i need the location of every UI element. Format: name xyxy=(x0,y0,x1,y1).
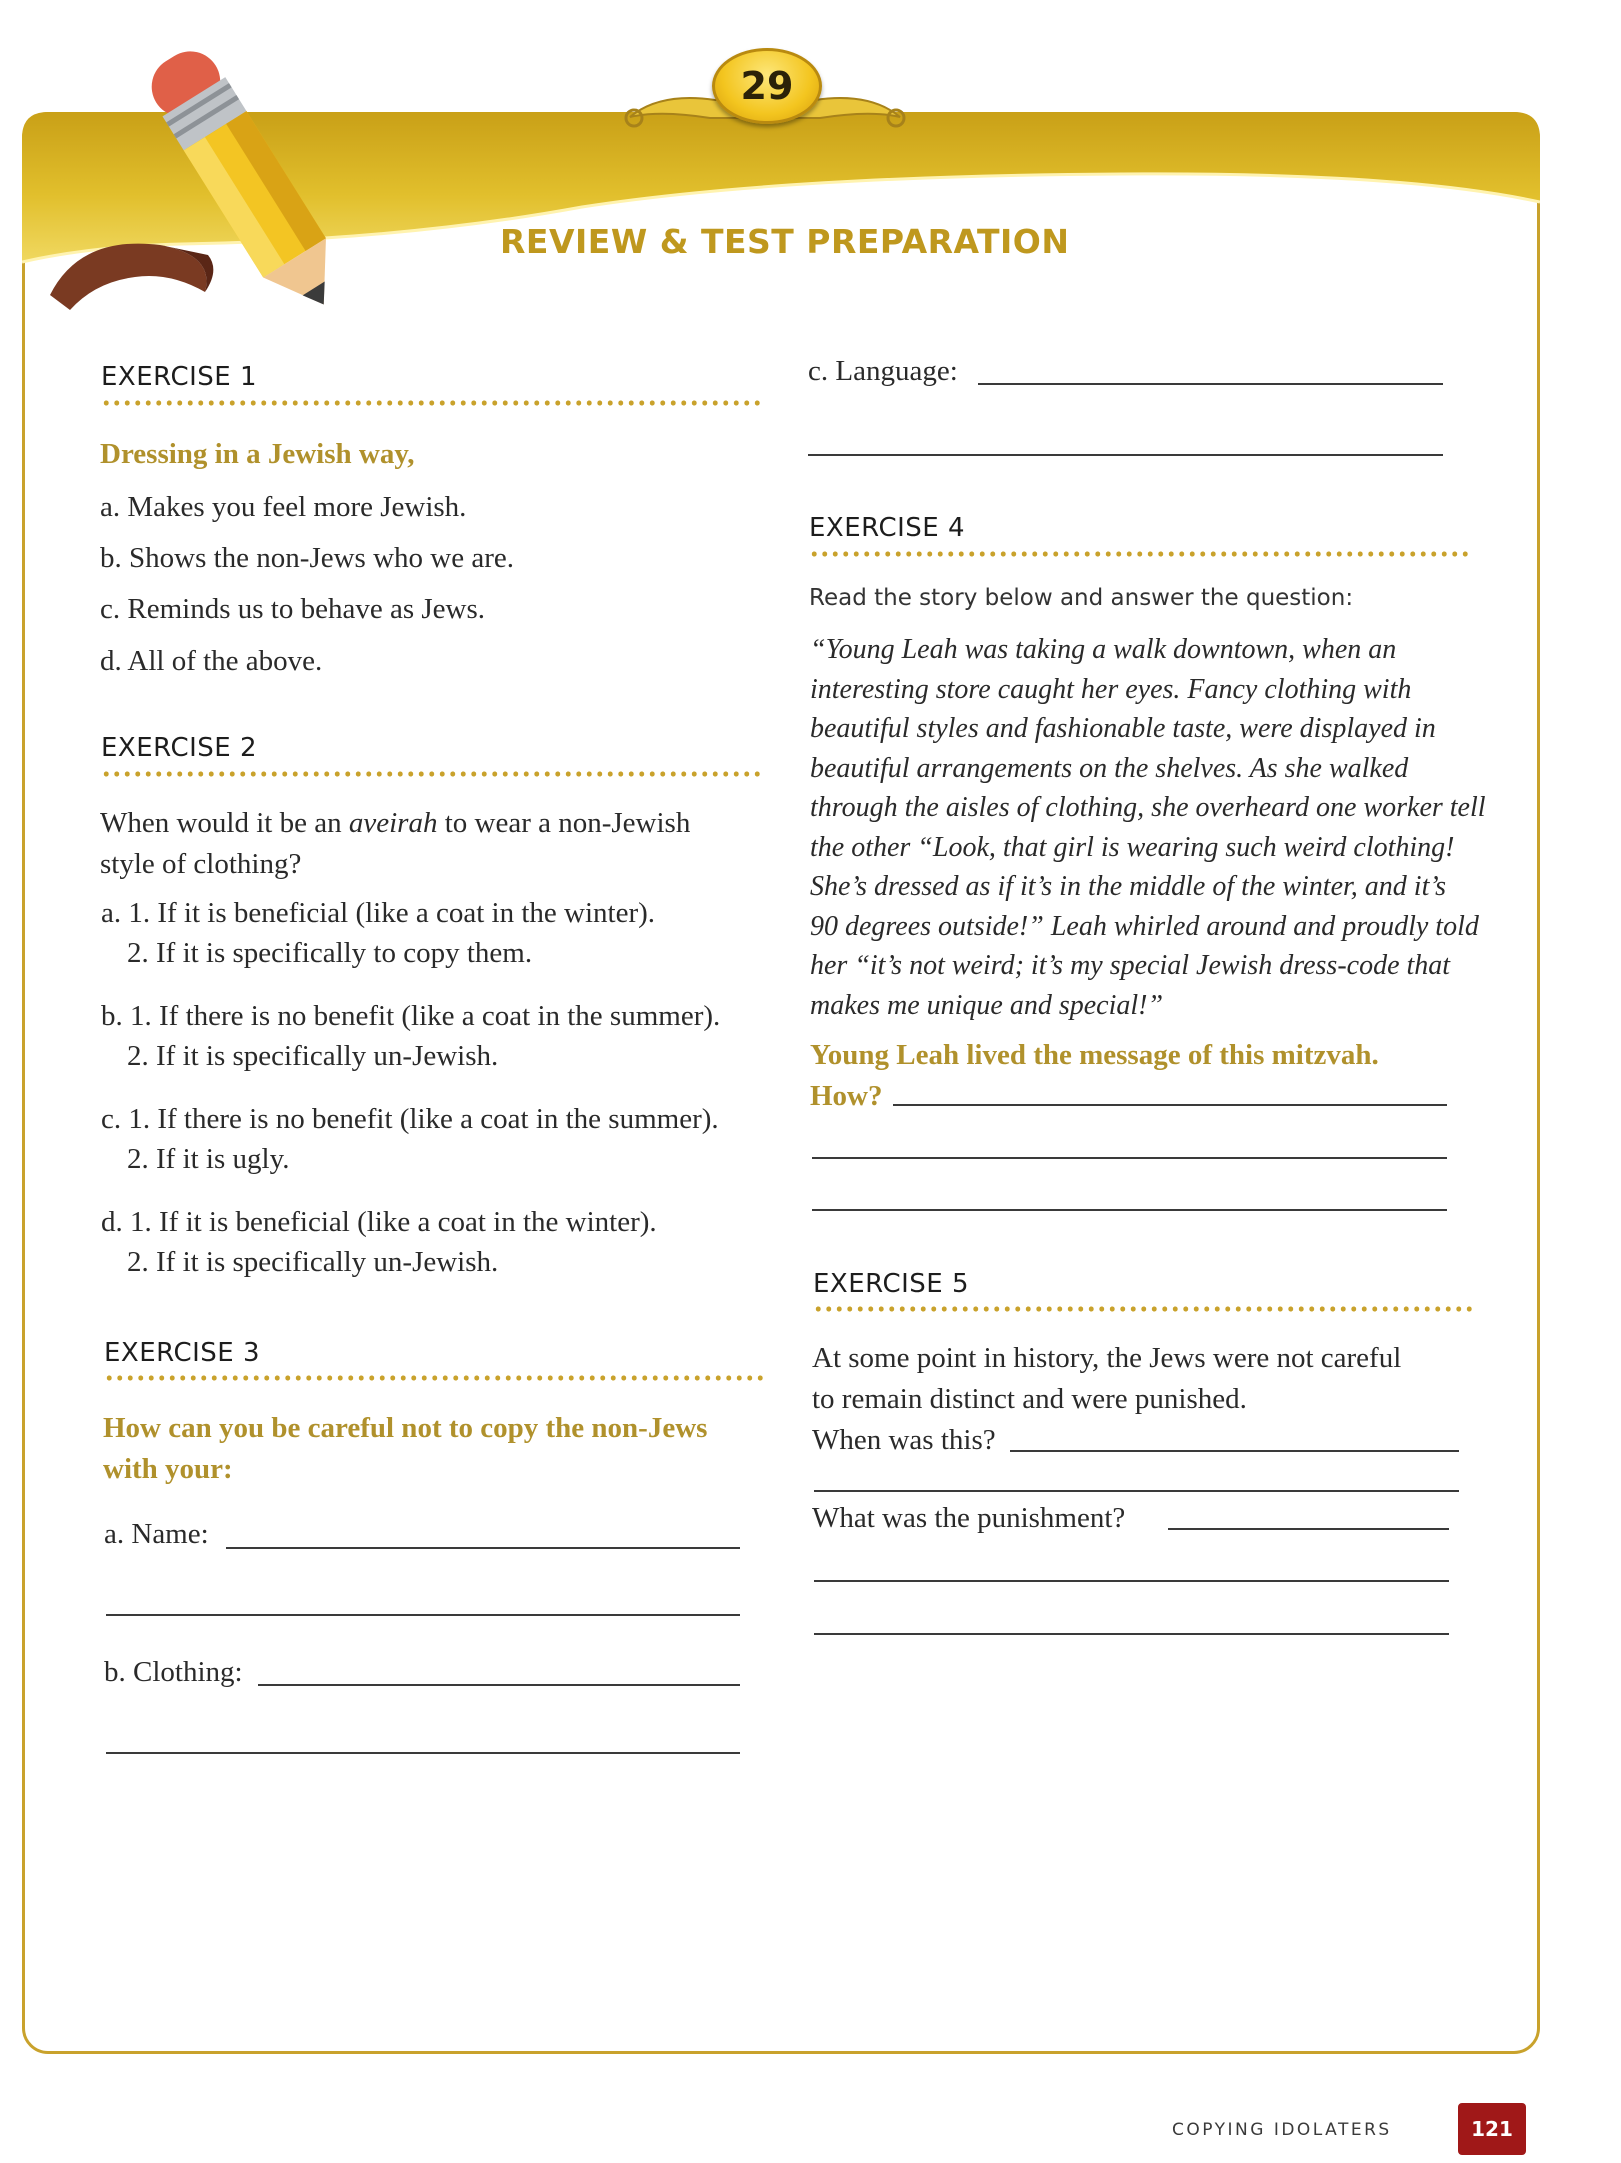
language-answer-line[interactable] xyxy=(978,383,1443,385)
exercise-5-divider xyxy=(813,1306,1473,1312)
how-answer-line-3[interactable] xyxy=(812,1209,1447,1211)
punishment-answer-line[interactable] xyxy=(1168,1528,1449,1530)
punishment-label: What was the punishment? xyxy=(812,1502,1126,1534)
language-answer-line-2[interactable] xyxy=(808,454,1443,456)
story-line-3: beautiful styles and fashionable taste, were displayed in xyxy=(810,713,1436,744)
clothing-label: b. Clothing: xyxy=(104,1656,243,1688)
exercise-1-divider xyxy=(101,400,761,406)
exercise-1-heading: EXERCISE 1 xyxy=(101,362,257,392)
story-line-5: through the aisles of clothing, she overheard one worker tell xyxy=(810,792,1486,823)
punishment-answer-line-2[interactable] xyxy=(814,1580,1449,1582)
name-label: a. Name: xyxy=(104,1518,209,1550)
name-answer-line[interactable] xyxy=(226,1547,740,1549)
how-answer-line-2[interactable] xyxy=(812,1157,1447,1159)
name-answer-line-2[interactable] xyxy=(106,1614,740,1616)
exercise-4-divider xyxy=(809,551,1469,557)
aveirah-term: aveirah xyxy=(348,807,438,839)
exercise-5-text-line2: to remain distinct and were punished. xyxy=(812,1383,1247,1415)
exercise-2-option-c-line1: c. 1. If there is no benefit (like a coat in the summer). xyxy=(101,1103,719,1135)
exercise-2-question-before: When would it be an xyxy=(100,807,349,839)
exercise-4-question-line2: How? xyxy=(810,1080,883,1112)
chapter-number-badge: 29 xyxy=(712,48,822,124)
exercise-2-question-line2: style of clothing? xyxy=(100,848,302,880)
exercise-3-heading: EXERCISE 3 xyxy=(104,1338,260,1368)
when-answer-line[interactable] xyxy=(1010,1450,1459,1452)
exercise-2-option-a-line1: a. 1. If it is beneficial (like a coat in the winter). xyxy=(101,897,656,929)
page-number: 121 xyxy=(1458,2103,1526,2155)
exercise-4-question-line1: Young Leah lived the message of this mitzvah. xyxy=(810,1039,1379,1071)
pencil-icon xyxy=(40,30,370,330)
story-line-10: makes me unique and special!” xyxy=(810,990,1164,1021)
exercise-2-option-a-line2: 2. If it is specifically to copy them. xyxy=(127,937,533,969)
footer-section-title: COPYING IDOLATERS xyxy=(1172,2120,1392,2140)
how-answer-line[interactable] xyxy=(893,1104,1447,1106)
exercise-4-instruction: Read the story below and answer the question: xyxy=(809,585,1354,611)
exercise-2-option-b-line2: 2. If it is specifically un-Jewish. xyxy=(127,1040,499,1072)
exercise-2-question-after: to wear a non-Jewish xyxy=(437,807,691,839)
story-line-7: She’s dressed as if it’s in the middle of the winter, and it’s xyxy=(810,871,1446,902)
story-line-4: beautiful arrangements on the shelves. As she walked xyxy=(810,753,1409,784)
exercise-1-option-b: b. Shows the non-Jews who we are. xyxy=(100,542,514,574)
page-title: REVIEW & TEST PREPARATION xyxy=(500,222,1070,261)
exercise-1-option-c: c. Reminds us to behave as Jews. xyxy=(100,593,485,625)
story-line-2: interesting store caught her eyes. Fancy clothing with xyxy=(810,674,1412,705)
clothing-answer-line-2[interactable] xyxy=(106,1752,740,1754)
story-line-9: her “it’s not weird; it’s my special Jewish dress-code that xyxy=(810,950,1451,981)
punishment-answer-line-3[interactable] xyxy=(814,1633,1449,1635)
exercise-1-prompt: Dressing in a Jewish way, xyxy=(100,438,415,470)
exercise-1-option-a: a. Makes you feel more Jewish. xyxy=(100,491,467,523)
exercise-3-divider xyxy=(104,1375,764,1381)
story-line-8: 90 degrees outside!” Leah whirled around and proudly told xyxy=(810,911,1479,942)
exercise-4-heading: EXERCISE 4 xyxy=(809,513,965,543)
when-answer-line-2[interactable] xyxy=(814,1490,1459,1492)
exercise-2-question xyxy=(100,803,690,844)
exercise-5-text-line1: At some point in history, the Jews were not careful xyxy=(812,1342,1402,1374)
exercise-2-divider xyxy=(101,771,761,777)
clothing-answer-line[interactable] xyxy=(258,1684,740,1686)
story-line-1: “Young Leah was taking a walk downtown, when an xyxy=(810,634,1397,665)
when-label: When was this? xyxy=(812,1424,996,1456)
exercise-2-heading: EXERCISE 2 xyxy=(101,733,257,763)
exercise-2-option-b-line1: b. 1. If there is no benefit (like a coat in the summer). xyxy=(101,1000,721,1032)
exercise-2-option-c-line2: 2. If it is ugly. xyxy=(127,1143,290,1175)
language-label: c. Language: xyxy=(808,355,958,387)
story-line-6: the other “Look, that girl is wearing such weird clothing! xyxy=(810,832,1455,863)
exercise-5-heading: EXERCISE 5 xyxy=(813,1269,969,1299)
exercise-2-option-d-line2: 2. If it is specifically un-Jewish. xyxy=(127,1246,499,1278)
exercise-2-option-d-line1: d. 1. If it is beneficial (like a coat in the winter). xyxy=(101,1206,657,1238)
exercise-1-option-d: d. All of the above. xyxy=(100,645,323,677)
exercise-3-prompt-line1: How can you be careful not to copy the non-Jews xyxy=(103,1412,708,1444)
exercise-3-prompt-line2: with your: xyxy=(103,1453,233,1485)
